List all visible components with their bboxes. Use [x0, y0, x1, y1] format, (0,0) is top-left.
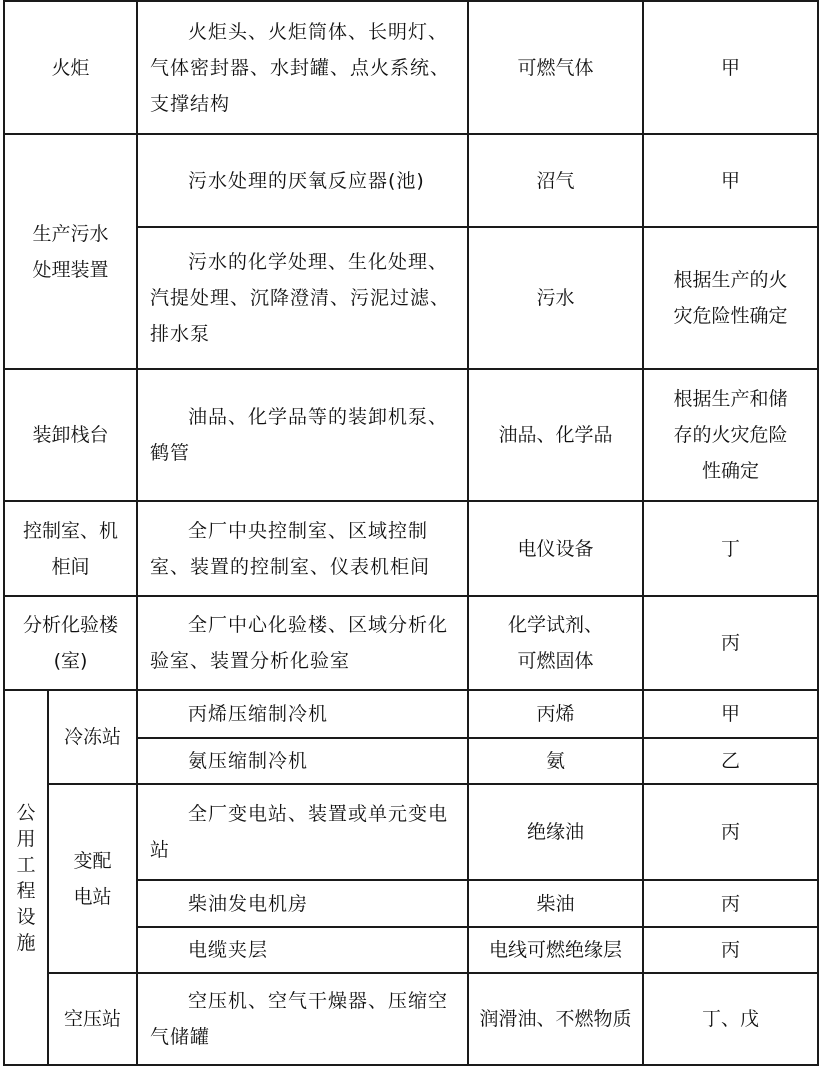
equipment-cell: 氨压缩制冷机 — [137, 738, 468, 784]
medium-cell: 油品、化学品 — [468, 369, 643, 501]
table-row — [4, 596, 818, 690]
subgroup-cell: 空压站 — [48, 973, 137, 1065]
hazard-cell: 根据生产的火灾危险性确定 — [643, 227, 818, 369]
medium-cell: 绝缘油 — [468, 784, 643, 880]
utilities-group-label: 公 用 工 程 设 施 — [4, 690, 48, 1065]
medium-cell: 柴油 — [468, 880, 643, 927]
medium-cell: 污水 — [468, 227, 643, 369]
equipment-cell: 电缆夹层 — [137, 927, 468, 973]
hazard-cell: 丙 — [643, 880, 818, 927]
category-cell: 生产污水处理装置 — [4, 134, 137, 369]
hazard-cell: 丁、戊 — [643, 973, 818, 1065]
table-row — [4, 134, 818, 227]
hazard-cell: 丙 — [643, 784, 818, 880]
hazard-cell: 丙 — [643, 596, 818, 690]
table-row — [4, 784, 818, 880]
medium-cell: 化学试剂、可燃固体 — [468, 596, 643, 690]
table-row — [4, 690, 818, 738]
table-row — [4, 1, 818, 134]
medium-cell: 氨 — [468, 738, 643, 784]
category-cell: 火炬 — [4, 1, 137, 134]
equipment-cell: 全厂变电站、装置或单元变电站 — [137, 784, 468, 880]
table-row — [4, 973, 818, 1065]
hazard-cell: 甲 — [643, 134, 818, 227]
subgroup-cell: 冷冻站 — [48, 690, 137, 784]
medium-cell: 丙烯 — [468, 690, 643, 738]
category-cell: 控制室、机柜间 — [4, 501, 137, 596]
equipment-cell: 丙烯压缩制冷机 — [137, 690, 468, 738]
equipment-cell: 污水处理的厌氧反应器(池) — [137, 134, 468, 227]
equipment-cell: 火炬头、火炬筒体、长明灯、气体密封器、水封罐、点火系统、支撑结构 — [137, 1, 468, 134]
hazard-cell: 甲 — [643, 1, 818, 134]
medium-cell: 电仪设备 — [468, 501, 643, 596]
equipment-cell: 柴油发电机房 — [137, 880, 468, 927]
medium-cell: 可燃气体 — [468, 1, 643, 134]
table-row — [4, 501, 818, 596]
fire-hazard-table — [3, 0, 819, 1066]
equipment-cell: 全厂中心化验楼、区域分析化验室、装置分析化验室 — [137, 596, 468, 690]
hazard-cell: 丙 — [643, 927, 818, 973]
medium-cell: 润滑油、不燃物质 — [468, 973, 643, 1065]
hazard-cell: 根据生产和储存的火灾危险性确定 — [643, 369, 818, 501]
medium-cell: 沼气 — [468, 134, 643, 227]
hazard-cell: 甲 — [643, 690, 818, 738]
equipment-cell: 空压机、空气干燥器、压缩空气储罐 — [137, 973, 468, 1065]
medium-cell: 电线可燃绝缘层 — [468, 927, 643, 973]
hazard-cell: 乙 — [643, 738, 818, 784]
category-cell: 装卸栈台 — [4, 369, 137, 501]
equipment-cell: 全厂中央控制室、区域控制室、装置的控制室、仪表机柜间 — [137, 501, 468, 596]
subgroup-cell: 变配电站 — [48, 784, 137, 973]
equipment-cell: 油品、化学品等的装卸机泵、鹤管 — [137, 369, 468, 501]
table-row — [4, 369, 818, 501]
hazard-cell: 丁 — [643, 501, 818, 596]
equipment-cell: 污水的化学处理、生化处理、汽提处理、沉降澄清、污泥过滤、排水泵 — [137, 227, 468, 369]
category-cell: 分析化验楼(室) — [4, 596, 137, 690]
